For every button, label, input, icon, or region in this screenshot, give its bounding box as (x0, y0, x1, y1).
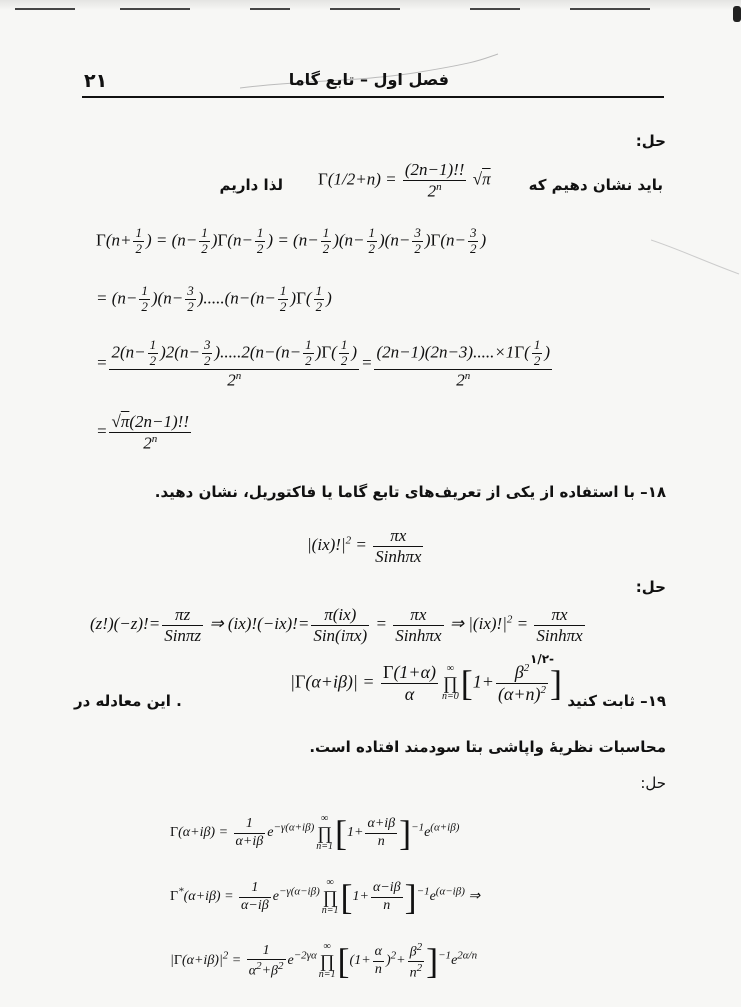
problem-18-text: ۱۸– با استفاده از یکی از تعریف‌های تابع گاما یا فاکتوریل، نشان دهید. (154, 483, 666, 501)
scan-blot (733, 6, 741, 22)
problem-19-suffix: . این معادله در (74, 692, 182, 710)
problem-18-formula: $|(ix)!|^2$ = $\frac{\pi x}{\text{Sinhπx}}$ (307, 526, 422, 566)
problem-19-exponent: -۱/۲ (530, 652, 555, 666)
scan-mark (15, 8, 75, 10)
page-number: ۲۱ (84, 70, 108, 92)
gamma-conjugate-formula: Γ*(α+iβ) = $\frac{1}{\alpha-i\beta}$ $e^{-\gamma(\alpha-i\beta)}$ ∞ ∏ n=1 [1+ $\frac{\alpha-i\beta}{n}$ ]$^{-1}e^{(\alpha-i\beta)}$ ⇒ (170, 877, 481, 917)
problem-intro-text: لذا داریم (219, 176, 283, 194)
problem-intro-text: باید نشان دهیم که (528, 176, 663, 194)
scan-mark (330, 8, 400, 10)
gamma-modulus-formula: $|\Gamma(\alpha+i\beta)|^2$ = $\frac{1}{\alpha^2+\beta^2}$ $e^{-2\gamma\alpha}$ ∞ ∏ n=1 [(1+ $\frac{\alpha}{n}$ )$^2$+ $\frac{\beta^2}{n^2}$ ]$^{-1}e^{2\alpha/n}$ (170, 940, 478, 981)
derivation-line: = $\frac{√\pi(2n-1)!!}{2^n}$ (96, 412, 189, 453)
derivation-line: = (n− $\frac{1}{2}$ )(n− $\frac{3}{2}$ ).....(n−(n− $\frac{1}{2}$ )Γ( $\frac{1}{2}$ ) (96, 283, 332, 314)
solution-label: حل: (635, 132, 666, 150)
scan-mark (250, 8, 290, 10)
derivation-line: Γ(n+ $\frac{1}{2}$ ) = (n− $\frac{1}{2}$ )Γ(n− $\frac{1}{2}$ ) = (n− $\frac{1}{2}$ )(n− $\frac{1}{2}$ )(n− $\frac{3}{2}$ )Γ(n− $\frac{3}{2}$ ) (96, 225, 487, 256)
problem-19-formula: |Γ(α+iβ)| = $\frac{\Gamma(1+\alpha)}{\alpha}$ ∞ ∏ n=0 [1+ $\frac{\beta^2}{(\alpha+n)^2}$ ] (290, 662, 563, 704)
scan-mark (470, 8, 520, 10)
scan-mark (120, 8, 190, 10)
solution-label: حل: (635, 578, 666, 596)
gamma-product-formula: Γ(α+iβ) = $\frac{1}{\alpha+i\beta}$ $e^{-\gamma(\alpha+i\beta)}$ ∞ ∏ n=1 [1+ $\frac{\alpha+i\beta}{n}$ ]$^{-1}e^{(\alpha+i\beta)}$ (170, 813, 460, 853)
goal-formula: Γ(1/2+n) = $\frac{(2n-1)!!}{2^n}$ √π (318, 160, 491, 201)
solution-18-formula: (z!)(−z)!= $\frac{\pi z}{\text{Sinπz}}$ ⇒ (ix)!(−ix)!= $\frac{\pi(ix)}{\text{Sin(iπx)}}$ = $\frac{\pi x}{\text{Sinhπx}}$ ⇒ $|(ix)!|^2$ = $\frac{\pi x}{\text{Sinhπx}}$ (90, 605, 583, 645)
header-rule (82, 96, 664, 98)
scan-mark (570, 8, 650, 10)
solution-label: حل: (640, 774, 666, 792)
problem-19-line2: محاسبات نظریهٔ واپاشی بتا سودمند افتاده است. (309, 738, 666, 756)
chapter-title: فصل اول – تابع گاما (288, 70, 449, 89)
derivation-line: = 2(n− $\frac{1}{2}$ )2(n− $\frac{3}{2}$ ).....2(n−(n− $\frac{1}{2}$ )Γ( $\frac{1}{2}$ ) 2$^n$ = (2n−1)(2n−3).....×1Γ( $\frac{1}{2}$ ) 2$^n$ (96, 337, 550, 390)
paper-crease (651, 230, 741, 280)
problem-19-prefix: ۱۹– ثابت کنید (567, 692, 666, 710)
